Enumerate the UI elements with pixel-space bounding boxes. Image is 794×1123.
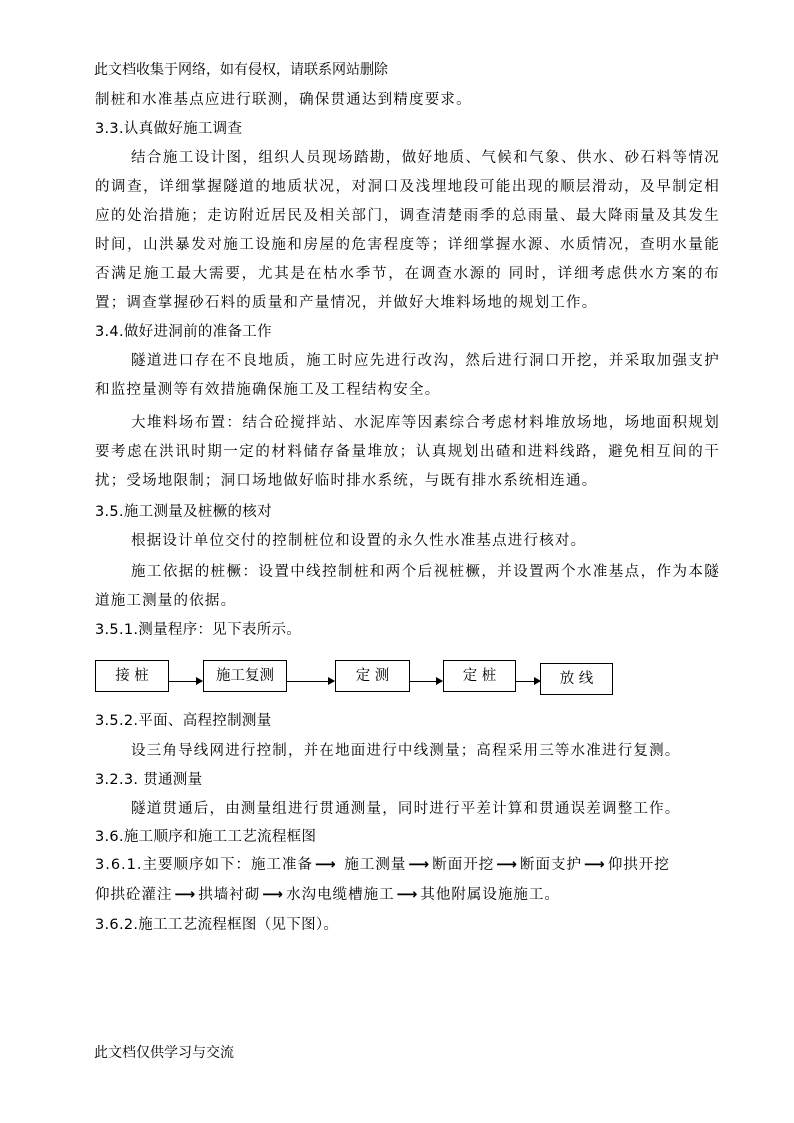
flow-arrow-2: [286, 681, 334, 682]
arrow-icon: ⟶: [315, 857, 337, 873]
paragraph-3-4-a: 隧道进口存在不良地质，施工时应先进行改沟，然后进行洞口开挖，并采取加强支护和监控量测等有效措施确保施工及工程结构安全。: [95, 353, 720, 398]
section-heading-3-5: 3.5.施工测量及桩橛的核对: [95, 504, 272, 520]
arrow-icon: ⟶: [396, 887, 419, 903]
arrow-icon: ⟶: [496, 857, 519, 873]
flow-box-2: 施工复测: [203, 660, 287, 692]
sequence-step: 仰拱开挖: [607, 857, 670, 873]
section-heading-3-6-2: 3.6.2.施工工艺流程框图（见下图）。: [95, 917, 339, 933]
arrow-icon: ⟶: [584, 857, 606, 873]
section-heading-3-4: 3.4.做好进洞前的准备工作: [95, 324, 272, 340]
paragraph-3-5-b: 施工依据的桩橛：设置中线控制桩和两个后视桩橛，并设置两个水准基点，作为本隧道施工测量的依据。: [95, 564, 720, 609]
section-heading-3-5-1: 3.5.1.测量程序：见下表所示。: [95, 622, 302, 638]
flow-arrow-1: [168, 681, 202, 682]
sequence-line-2: [95, 881, 560, 910]
paragraph-3-5-a: 根据设计单位交付的控制桩位和设置的永久性水准基点进行核对。: [131, 533, 587, 549]
sequence-step: 拱墙衬砌: [198, 887, 261, 903]
section-heading-3-6: 3.6.施工顺序和施工工艺流程框图: [95, 829, 317, 845]
paragraph-3-5-2: 设三角导线网进行控制，并在地面进行中线测量；高程采用三等水准进行复测。: [131, 743, 681, 759]
arrow-icon: ⟶: [262, 887, 285, 903]
section-heading-3-2-3: 3.2.3. 贯通测量: [95, 772, 203, 788]
sequence-step: 断面开挖: [432, 857, 495, 873]
sequence-step: 仰拱砼灌注: [95, 887, 173, 903]
section-heading-3-5-2: 3.5.2.平面、高程控制测量: [95, 713, 272, 729]
sequence-step: 施工测量: [344, 857, 407, 873]
sequence-step: 其他附属设施施工。: [420, 887, 560, 903]
arrow-icon: ⟶: [408, 857, 431, 873]
sequence-step: 施工准备: [251, 857, 314, 873]
sequence-line-1: [95, 851, 670, 880]
page-header: 此文档收集于网络，如有侵权，请联系网站删除: [94, 62, 388, 78]
paragraph-3-4-b: 大堆料场布置：结合砼搅拌站、水泥库等因素综合考虑材料堆放场地，场地面积规划要考虑在洪讯时期一定的材料储存备量堆放；认真规划出碴和进料线路，避免相互间的干扰；受场地限制；洞口场地做好临时排水系统，与既有排水系统相连通。: [95, 415, 720, 489]
flow-box-5: 放 线: [540, 663, 613, 695]
sequence-step: 断面支护: [520, 857, 583, 873]
arrow-icon: ⟶: [174, 887, 197, 903]
flow-box-4: 定 桩: [443, 660, 516, 692]
flow-box-3: 定 测: [335, 660, 410, 692]
paragraph-3-2-3: 隧道贯通后，由测量组进行贯通测量，同时进行平差计算和贯通误差调整工作。: [131, 801, 681, 817]
text-line: 制桩和水准基点应进行联测，确保贯通达到精度要求。: [95, 92, 472, 108]
paragraph-3-3: 结合施工设计图，组织人员现场踏勘，做好地质、气候和气象、供水、砂石料等情况的调查，详细掌握隧道的地质状况，对洞口及浅埋地段可能出现的顺层滑动，及早制定相应的处治措施；走访附近居民及相关部门，调查清楚雨季的总雨量、最大降雨量及其发生时间，山洪暴发对施工设施和房屋的危害程度等；详细掌握水源、水质情况，查明水量能否满足施工最大需要，尤其是在枯水季节，在调查水源的 同时，详细考虑供水方案的布置；调查掌握砂石料的质量和产量情况，并做好大堆料场地的规划工作。: [95, 150, 720, 311]
sequence-step: 水沟电缆槽施工: [286, 887, 395, 903]
section-heading-3-3: 3.3.认真做好施工调查: [95, 121, 243, 137]
sequence-prefix: 3.6.1.主要顺序如下：: [95, 857, 252, 873]
flow-arrow-3: [409, 681, 442, 682]
flow-arrow-4: [515, 681, 540, 682]
page-footer: 此文档仅供学习与交流: [94, 1045, 234, 1061]
flow-box-1: 接 桩: [95, 660, 169, 692]
